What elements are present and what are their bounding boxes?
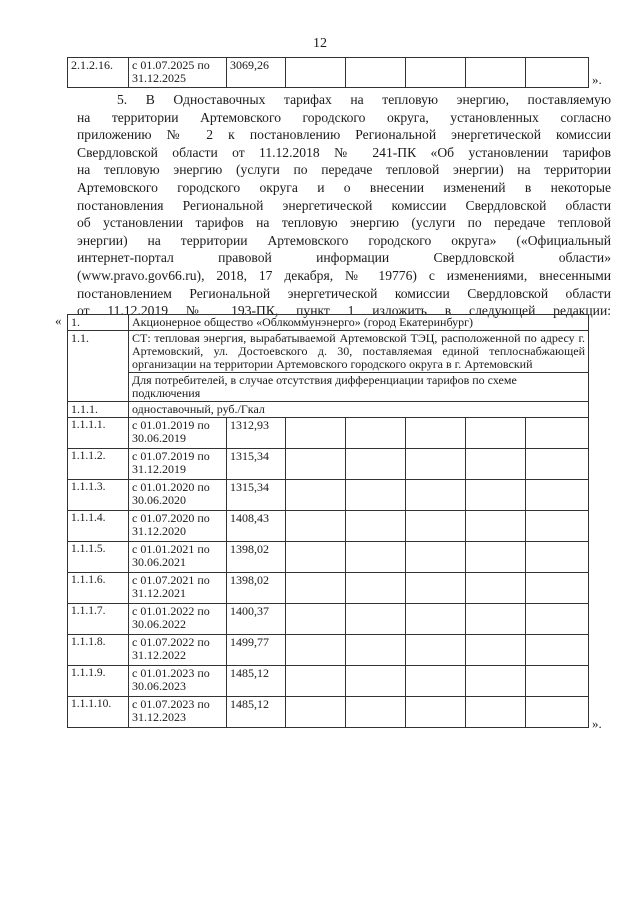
row-period: с 01.01.2021 по 30.06.2021 — [129, 542, 227, 573]
row-value: 1398,02 — [227, 573, 286, 604]
table-row — [68, 666, 589, 697]
empty-cell — [406, 697, 466, 728]
empty-cell — [526, 418, 589, 449]
row-period: с 01.01.2023 по 30.06.2023 — [129, 666, 227, 697]
empty-cell — [346, 418, 406, 449]
empty-cell — [526, 604, 589, 635]
top-tariff-table — [67, 57, 589, 88]
row-code: 1.1.1.3. — [68, 480, 129, 511]
empty-cell — [406, 666, 466, 697]
row-value: 1408,43 — [227, 511, 286, 542]
row-value: 1315,34 — [227, 480, 286, 511]
row-value: 1315,34 — [227, 449, 286, 480]
empty-cell — [466, 418, 526, 449]
empty-cell — [346, 573, 406, 604]
row-value: 1499,77 — [227, 635, 286, 666]
empty-cell — [466, 480, 526, 511]
row-code: 1.1.1.1. — [68, 418, 129, 449]
row-code: 2.1.2.16. — [68, 58, 129, 88]
empty-cell — [286, 604, 346, 635]
org-code: 1. — [68, 315, 129, 331]
tariff-table — [67, 314, 589, 728]
row-period: с 01.07.2020 по 31.12.2020 — [129, 511, 227, 542]
table-row-rate — [68, 402, 589, 418]
empty-cell — [286, 697, 346, 728]
row-code: 1.1.1.6. — [68, 573, 129, 604]
table-row — [68, 449, 589, 480]
empty-cell — [466, 604, 526, 635]
row-code: 1.1.1.7. — [68, 604, 129, 635]
table-row-consumers — [68, 373, 589, 402]
row-value: 1398,02 — [227, 542, 286, 573]
row-period: с 01.07.2021 по 31.12.2021 — [129, 573, 227, 604]
empty-cell — [466, 635, 526, 666]
empty-cell — [346, 604, 406, 635]
empty-cell — [526, 573, 589, 604]
row-period: с 01.01.2022 по 30.06.2022 — [129, 604, 227, 635]
empty-cell — [286, 480, 346, 511]
empty-cell — [466, 573, 526, 604]
empty-cell — [526, 666, 589, 697]
empty-cell — [346, 542, 406, 573]
empty-cell — [406, 573, 466, 604]
empty-cell — [406, 604, 466, 635]
empty-cell — [406, 542, 466, 573]
row-period: с 01.07.2023 по 31.12.2023 — [129, 697, 227, 728]
rate-code: 1.1.1. — [68, 402, 129, 418]
row-value: 1485,12 — [227, 666, 286, 697]
empty-cell — [406, 635, 466, 666]
paragraph-line: энергии) на территории Артемовского городского округа» («Официальный — [77, 232, 611, 248]
row-value: 1400,37 — [227, 604, 286, 635]
row-period: с 01.01.2020 по 30.06.2020 — [129, 480, 227, 511]
org-name: Акционерное общество «Облкоммунэнерго» (город Екатеринбург) — [129, 315, 589, 331]
empty-cell — [406, 511, 466, 542]
empty-cell — [286, 573, 346, 604]
row-value: 1312,93 — [227, 418, 286, 449]
empty-cell — [346, 635, 406, 666]
page-number: 12 — [313, 36, 327, 51]
table-row — [68, 697, 589, 728]
table-row — [68, 480, 589, 511]
empty-cell — [526, 511, 589, 542]
table-row — [68, 635, 589, 666]
paragraph-line: на территории Артемовского городского округа, установленных согласно — [77, 109, 611, 125]
paragraph-line: постановления Региональной энергетической комиссии Свердловской области — [77, 197, 611, 213]
empty-cell — [346, 480, 406, 511]
row-period: с 01.07.2025 по 31.12.2025 — [129, 58, 227, 88]
paragraph-line: 5. В Одноставочных тарифах на тепловую энергию, поставляемую — [117, 92, 611, 107]
empty-cell — [346, 511, 406, 542]
row-code: 1.1.1.2. — [68, 449, 129, 480]
table-row — [68, 418, 589, 449]
empty-cell — [346, 697, 406, 728]
empty-cell — [526, 449, 589, 480]
paragraph-line: (www.pravo.gov66.ru), 2018, 17 декабря, № 19776) с изменениями, внесенными — [77, 267, 611, 283]
closing-quote-top: ». — [592, 72, 602, 87]
empty-cell — [466, 511, 526, 542]
empty-cell — [286, 449, 346, 480]
paragraph-line: интернет-портал правовой информации Свердловской области» — [77, 250, 611, 266]
paragraph-line: приложению № 2 к постановлению Региональной энергетической комиссии — [77, 127, 611, 143]
row-code: 1.1.1.10. — [68, 697, 129, 728]
paragraph-line: на тепловую энергию (услуги по передаче тепловой энергии) на территории — [77, 162, 611, 178]
row-period: с 01.07.2019 по 31.12.2019 — [129, 449, 227, 480]
empty-cell — [286, 542, 346, 573]
table-row — [68, 58, 589, 88]
empty-cell — [466, 697, 526, 728]
row-code: 1.1.1.4. — [68, 511, 129, 542]
paragraph-line: от 11.12.2019 № 193-ПК, пункт 1 изложить в следующей редакции: — [77, 303, 611, 319]
empty-cell — [406, 418, 466, 449]
empty-cell — [466, 666, 526, 697]
row-period: с 01.01.2019 по 30.06.2019 — [129, 418, 227, 449]
consumer-text: Для потребителей, в случае отсутствия дифференциации тарифов по схеме подключения — [129, 373, 589, 402]
table-row — [68, 604, 589, 635]
paragraph-line: Артемовского городского округа и о внесении изменений в некоторые — [77, 179, 611, 195]
empty-cell — [406, 449, 466, 480]
row-code: 1.1.1.8. — [68, 635, 129, 666]
empty-cell — [466, 449, 526, 480]
paragraph-line: Свердловской области от 11.12.2018 № 241-ПК «Об установлении тарифов — [77, 144, 611, 160]
empty-cell — [286, 511, 346, 542]
row-value: 3069,26 — [227, 58, 286, 88]
row-code: 1.1.1.5. — [68, 542, 129, 573]
empty-cell — [346, 449, 406, 480]
empty-cell — [286, 418, 346, 449]
empty-cell — [526, 480, 589, 511]
table-row — [68, 573, 589, 604]
empty-cell — [526, 697, 589, 728]
empty-cell — [466, 542, 526, 573]
empty-cell — [286, 666, 346, 697]
rate-text: одноставочный, руб./Гкал — [129, 402, 589, 418]
empty-cell — [406, 480, 466, 511]
table-row-source — [68, 331, 589, 373]
row-value: 1485,12 — [227, 697, 286, 728]
table-row — [68, 542, 589, 573]
empty-cell — [346, 666, 406, 697]
empty-cell — [286, 635, 346, 666]
amendment-paragraph — [77, 91, 611, 320]
empty-cell — [526, 542, 589, 573]
table-row — [68, 511, 589, 542]
source-code: 1.1. — [68, 331, 129, 402]
row-period: с 01.07.2022 по 31.12.2022 — [129, 635, 227, 666]
opening-quote: « — [55, 313, 62, 328]
paragraph-line: постановлением Региональной энергетической комиссии Свердловской области — [77, 285, 611, 301]
row-code: 1.1.1.9. — [68, 666, 129, 697]
closing-quote-bottom: ». — [592, 716, 602, 731]
table-row-org — [68, 315, 589, 331]
source-text: СТ: тепловая энергия, вырабатываемой Артемовской ТЭЦ, расположенной по адресу г. Артемовский, ул. Достоевского д. 30, поставляемая единой теплоснабжающей организации на территории Артемовского городского округа в г. Артемовский — [129, 331, 589, 373]
paragraph-line: об установлении тарифов на тепловую энергию (услуги по передаче тепловой — [77, 215, 611, 231]
empty-cell — [526, 635, 589, 666]
